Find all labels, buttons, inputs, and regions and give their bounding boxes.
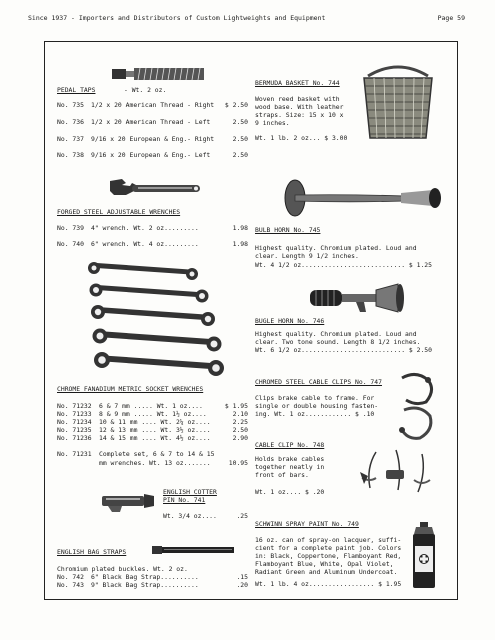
basket-title: BERMUDA BASKET No. 744: [255, 79, 340, 87]
pedal-taps-weight: - Wt. 2 oz.: [124, 86, 167, 94]
bulb-horn-weight: Wt. 4 1/2 oz........................... $ 1.25: [255, 261, 432, 269]
cable-clips-weight: ing. Wt. 1 oz............ $ .10: [255, 410, 375, 418]
bag-strap-desc: 6" Black Bag Strap..........: [91, 573, 199, 581]
cable-clips-illustration: [392, 372, 440, 444]
bag-strap-desc: 9" Black Bag Strap..........: [91, 581, 199, 589]
basket-desc: Woven reed basket with: [255, 95, 340, 103]
socket-set-price: 10.95: [228, 459, 248, 467]
pedal-tap-no: No. 736: [57, 118, 84, 126]
wrench-no: No. 740: [57, 240, 84, 248]
spray-paint-desc: in: Black, Coppertone, Flamboyant Red,: [255, 552, 402, 560]
cable-clip-desc: Holds brake cables: [255, 455, 325, 463]
page-number: Page 59: [437, 14, 465, 22]
bag-straps-title: ENGLISH BAG STRAPS: [57, 548, 127, 556]
bag-strap-no: No. 743: [57, 581, 84, 589]
socket-set-desc: Complete set, 6 & 7 to 14 & 15: [99, 450, 215, 458]
wrench-desc: 6" wrench. Wt. 4 oz.........: [91, 240, 199, 248]
socket-wrench-desc: 12 & 13 mm .... Wt. 3½ oz....: [99, 426, 211, 434]
bag-strap-price: .15: [236, 573, 248, 581]
spray-paint-desc: Radiant Green and Aluminum Undercoat.: [255, 568, 398, 576]
cable-clip-desc: front of bars.: [255, 471, 309, 479]
pedal-taps-title: PEDAL TAPS: [57, 86, 96, 94]
socket-wrench-no: No. 71234: [57, 418, 92, 426]
bugle-horn-weight: Wt. 6 1/2 oz........................... $ 2.50: [255, 346, 432, 354]
socket-wrench-price: $ 1.95: [224, 402, 248, 410]
wrench-price: 1.98: [232, 224, 248, 232]
bulb-horn-desc: clear. Length 9 1/2 inches.: [255, 252, 359, 260]
socket-wrench-no: No. 71235: [57, 426, 92, 434]
wrench-price: 1.98: [232, 240, 248, 248]
cotter-pin-price: .25: [236, 512, 248, 520]
socket-wrench-desc: 6 & 7 mm ..... Wt. 1 oz....: [99, 402, 203, 410]
pedal-tap-desc: 9/16 x 20 European & Eng.- Right: [91, 135, 215, 143]
bulb-horn-title: BULB HORN No. 745: [255, 226, 321, 234]
wrench-desc: 4" wrench. Wt. 2 oz.........: [91, 224, 199, 232]
socket-wrench-price: 2.10: [232, 410, 248, 418]
cable-clip-desc: together neatly in: [255, 463, 325, 471]
socket-wrench-price: 2.50: [232, 426, 248, 434]
cotter-pin-weight: Wt. 3/4 oz....: [163, 512, 217, 520]
spray-paint-can-illustration: [410, 522, 438, 590]
bermuda-basket-illustration: [358, 64, 438, 142]
bag-strap-price: .20: [236, 581, 248, 589]
socket-wrench-price: 2.90: [232, 434, 248, 442]
spray-paint-desc: Flamboyant Blue, White, Opal Violet,: [255, 560, 394, 568]
cable-clips-desc: single or double housing fasten-: [255, 402, 379, 410]
pedal-tap-no: No. 735: [57, 101, 84, 109]
bag-straps-desc: Chromium plated buckles. Wt. 2 oz.: [57, 565, 188, 573]
wrenches-title: FORGED STEEL ADJUSTABLE WRENCHES: [57, 208, 181, 216]
bugle-horn-desc: clear. Two tone sound. Length 8 1/2 inches.: [255, 338, 421, 346]
socket-wrench-no: No. 71233: [57, 410, 92, 418]
spray-paint-weight: Wt. 1 lb. 4 oz................. $ 1.95: [255, 580, 402, 588]
pedal-tap-price: 2.50: [232, 135, 248, 143]
basket-desc: straps. Size: 15 x 10 x: [255, 111, 344, 119]
socket-wrench-no: No. 71232: [57, 402, 92, 410]
basket-desc: wood base. With leather: [255, 103, 344, 111]
cable-clip-title: CABLE CLIP No. 748: [255, 441, 325, 449]
socket-wrench-no: No. 71236: [57, 434, 92, 442]
pedal-tap-illustration: [110, 66, 210, 82]
cable-clips-title: CHROMED STEEL CABLE CLIPS No. 747: [255, 378, 382, 386]
basket-weight: Wt. 1 lb. 2 oz... $ 3.00: [255, 134, 348, 142]
spray-paint-title: SCHWINN SPRAY PAINT No. 749: [255, 520, 359, 528]
adjustable-wrench-illustration: [108, 177, 204, 199]
cotter-pin-title: ENGLISH COTTER: [163, 488, 217, 496]
bag-strap-no: No. 742: [57, 573, 84, 581]
bugle-horn-title: BUGLE HORN No. 746: [255, 317, 325, 325]
bulb-horn-illustration: [283, 178, 443, 218]
pedal-tap-no: No. 738: [57, 151, 84, 159]
spray-paint-desc: cient for a complete paint job. Colors: [255, 544, 402, 552]
pedal-tap-desc: 9/16 x 20 European & Eng.- Left: [91, 151, 211, 159]
pedal-tap-price: 2.50: [232, 151, 248, 159]
bulb-horn-desc: Highest quality. Chromium plated. Loud and: [255, 244, 417, 252]
socket-wrenches-illustration: [80, 262, 230, 380]
pedal-tap-price: 2.50: [232, 118, 248, 126]
pedal-tap-price: $ 2.50: [224, 101, 248, 109]
socket-wrenches-title: CHROME FANADIUM METRIC SOCKET WRENCHES: [57, 385, 204, 393]
page-header-title: Since 1937 - Importers and Distributors of Custom Lightweights and Equipment: [28, 14, 326, 22]
cable-clips-desc: Clips brake cable to frame. For: [255, 394, 375, 402]
cable-clip-illustration: [356, 448, 436, 498]
spray-paint-desc: 16 oz. can of spray-on lacquer, suffi-: [255, 536, 402, 544]
socket-wrench-desc: 14 & 15 mm .... Wt. 4½ oz....: [99, 434, 211, 442]
bugle-horn-illustration: [308, 280, 406, 316]
basket-desc: 9 inches.: [255, 119, 290, 127]
cotter-pin-illustration: [100, 488, 156, 514]
cable-clip-weight: Wt. 1 oz.... $ .20: [255, 488, 325, 496]
socket-wrench-price: 2.25: [232, 418, 248, 426]
pedal-tap-desc: 1/2 x 20 American Thread - Left: [91, 118, 211, 126]
socket-set-no: No. 71231: [57, 450, 92, 458]
pedal-tap-desc: 1/2 x 20 American Thread - Right: [91, 101, 215, 109]
cotter-pin-title: PIN No. 741: [163, 496, 206, 504]
socket-set-desc: mm wrenches. Wt. 13 oz.......: [99, 459, 211, 467]
wrench-no: No. 739: [57, 224, 84, 232]
socket-wrench-desc: 8 & 9 mm ..... Wt. 1½ oz....: [99, 410, 207, 418]
bag-strap-illustration: [152, 544, 238, 556]
socket-wrench-desc: 10 & 11 mm .... Wt. 2¼ oz....: [99, 418, 211, 426]
pedal-tap-no: No. 737: [57, 135, 84, 143]
bugle-horn-desc: Highest quality. Chromium plated. Loud and: [255, 330, 417, 338]
